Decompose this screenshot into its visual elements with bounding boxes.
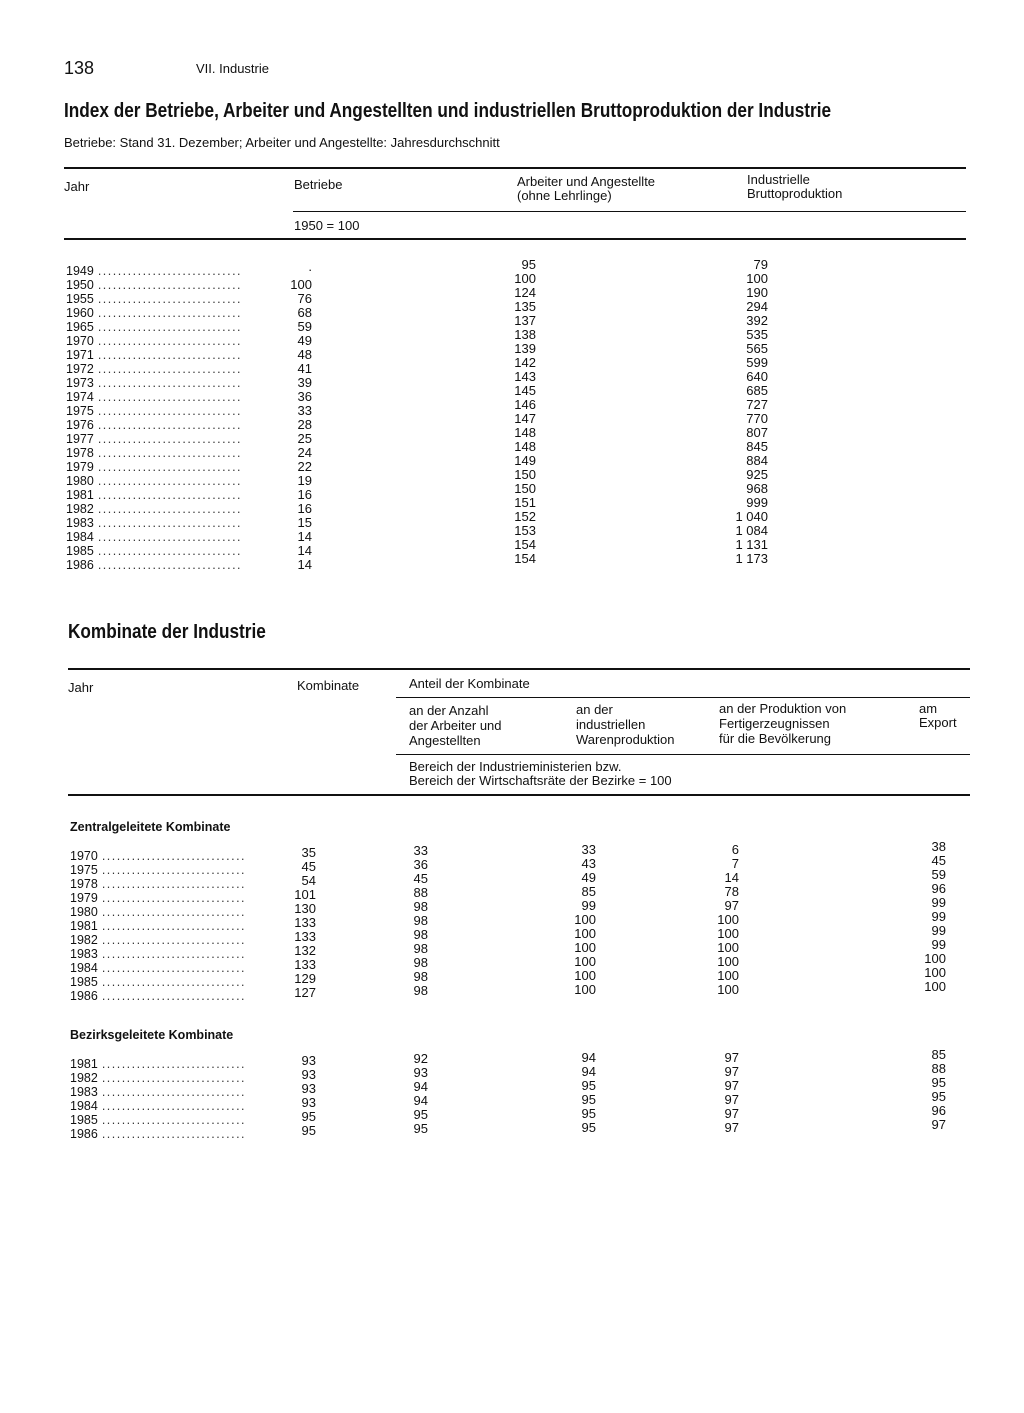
leader-dots: .............................	[97, 390, 243, 404]
waren-value: 95	[581, 1120, 596, 1135]
leader-dots: .............................	[101, 877, 247, 891]
waren-value: 95	[581, 1078, 596, 1093]
produktion-value: 925	[746, 467, 768, 482]
arbeiter-value: 151	[514, 495, 536, 510]
year-value: 1965	[66, 320, 94, 334]
year-value: 1978	[70, 877, 98, 891]
leader-dots: .............................	[101, 1113, 247, 1127]
year-value: 1983	[66, 516, 94, 530]
fertig-value: 97	[724, 898, 739, 913]
year-value: 1984	[66, 530, 94, 544]
fertig-value: 7	[731, 856, 739, 871]
leader-dots: .............................	[97, 264, 243, 278]
export-value: 100	[924, 951, 946, 966]
leader-dots: .............................	[97, 530, 243, 544]
arbeiter-value: 150	[514, 481, 536, 496]
arbeiter-value: 148	[514, 439, 536, 454]
arbeiter-value: 153	[514, 523, 536, 538]
produktion-value: 685	[746, 383, 768, 398]
table2-anteil-rule	[396, 697, 970, 698]
year-value: 1982	[66, 502, 94, 516]
table2-header-year: Jahr	[68, 680, 94, 695]
kombinate-value: 54	[301, 873, 316, 888]
leader-dots: .............................	[97, 446, 243, 460]
leader-dots: .............................	[97, 362, 243, 376]
arbeiter-value: 100	[514, 271, 536, 286]
year-value: 1978	[66, 446, 94, 460]
group-label: Zentralgeleitete Kombinate	[70, 820, 231, 834]
table2-header-anteil: Anteil der Kombinate	[409, 676, 530, 691]
arbeiter-value: 135	[514, 299, 536, 314]
export-value: 38	[931, 839, 946, 854]
leader-dots: .............................	[97, 376, 243, 390]
fertig-value: 97	[724, 1120, 739, 1135]
table1-header-arbeiter-2: (ohne Lehrlinge)	[517, 188, 612, 203]
arbeiter-value: 138	[514, 327, 536, 342]
fertig-value: 100	[717, 954, 739, 969]
leader-dots: .............................	[101, 933, 247, 947]
arbeiter-value: 148	[514, 425, 536, 440]
year-value: 1975	[66, 404, 94, 418]
leader-dots: .............................	[97, 474, 243, 488]
export-value: 95	[931, 1075, 946, 1090]
table2-header-fertig-3: für die Bevölkerung	[719, 731, 832, 746]
betriebe-value: 33	[297, 403, 312, 418]
waren-value: 33	[581, 842, 596, 857]
anzahl-value: 45	[413, 871, 428, 886]
fertig-value: 97	[724, 1106, 739, 1121]
export-value: 59	[931, 867, 946, 882]
leader-dots: .............................	[101, 863, 247, 877]
leader-dots: .............................	[97, 460, 243, 474]
betriebe-value: 14	[297, 557, 312, 572]
table2-header-fertig-2: Fertigerzeugnissen	[719, 716, 830, 731]
anzahl-value: 98	[413, 969, 428, 984]
kombinate-value: 129	[294, 971, 316, 986]
year-value: 1976	[66, 418, 94, 432]
export-value: 96	[931, 881, 946, 896]
fertig-value: 78	[724, 884, 739, 899]
leader-dots: .............................	[101, 961, 247, 975]
leader-dots: .............................	[97, 558, 243, 572]
arbeiter-value: 150	[514, 467, 536, 482]
table2-header-waren-3: Warenproduktion	[576, 732, 675, 747]
table2-header-bottom-rule	[68, 794, 970, 796]
produktion-value: 190	[746, 285, 768, 300]
kombinate-value: 101	[294, 887, 316, 902]
betriebe-value: 68	[297, 305, 312, 320]
year-value: 1985	[70, 975, 98, 989]
produktion-value: 807	[746, 425, 768, 440]
table2-base-rule	[396, 754, 970, 755]
table2-header-kombinate: Kombinate	[297, 678, 360, 693]
table2-header-fertig-1: an der Produktion von	[719, 701, 847, 716]
produktion-value: 565	[746, 341, 768, 356]
table2-header-base-1: Bereich der Industrieministerien bzw.	[409, 759, 622, 774]
leader-dots: .............................	[101, 975, 247, 989]
produktion-value: 392	[746, 313, 768, 328]
arbeiter-value: 139	[514, 341, 536, 356]
arbeiter-value: 147	[514, 411, 536, 426]
arbeiter-value: 149	[514, 453, 536, 468]
kombinate-value: 133	[294, 929, 316, 944]
anzahl-value: 94	[413, 1079, 428, 1094]
kombinate-value: 130	[294, 901, 316, 916]
table2-top-rule	[68, 668, 970, 670]
year-value: 1985	[70, 1113, 98, 1127]
table1-header-produktion-2: Bruttoproduktion	[747, 186, 843, 201]
year-value: 1949	[66, 264, 94, 278]
anzahl-value: 93	[413, 1065, 428, 1080]
arbeiter-value: 124	[514, 285, 536, 300]
produktion-value: 1 084	[735, 523, 768, 538]
produktion-value: 845	[746, 439, 768, 454]
waren-value: 49	[581, 870, 596, 885]
arbeiter-value: 143	[514, 369, 536, 384]
waren-value: 43	[581, 856, 596, 871]
waren-value: 100	[574, 912, 596, 927]
year-value: 1981	[70, 919, 98, 933]
year-value: 1983	[70, 947, 98, 961]
table1-top-rule	[64, 167, 966, 169]
produktion-value: 1 040	[735, 509, 768, 524]
export-value: 99	[931, 909, 946, 924]
year-value: 1979	[66, 460, 94, 474]
leader-dots: .............................	[97, 544, 243, 558]
year-value: 1986	[70, 1127, 98, 1141]
betriebe-value: 14	[297, 543, 312, 558]
kombinate-value: 93	[301, 1081, 316, 1096]
anzahl-value: 94	[413, 1093, 428, 1108]
kombinate-value: 93	[301, 1053, 316, 1068]
kombinate-value: 132	[294, 943, 316, 958]
year-value: 1960	[66, 306, 94, 320]
betriebe-value: 28	[297, 417, 312, 432]
table2-title: Kombinate der Industrie	[68, 621, 266, 643]
produktion-value: 294	[746, 299, 768, 314]
fertig-value: 97	[724, 1092, 739, 1107]
produktion-value: 599	[746, 355, 768, 370]
leader-dots: .............................	[97, 404, 243, 418]
leader-dots: .............................	[97, 418, 243, 432]
arbeiter-value: 137	[514, 313, 536, 328]
year-value: 1982	[70, 1071, 98, 1085]
waren-value: 100	[574, 940, 596, 955]
export-value: 99	[931, 923, 946, 938]
year-value: 1983	[70, 1085, 98, 1099]
fertig-value: 6	[731, 842, 739, 857]
kombinate-value: 93	[301, 1067, 316, 1082]
group-label: Bezirksgeleitete Kombinate	[70, 1028, 234, 1042]
export-value: 88	[931, 1061, 946, 1076]
year-value: 1973	[66, 376, 94, 390]
betriebe-value: 39	[297, 375, 312, 390]
year-value: 1971	[66, 348, 94, 362]
leader-dots: .............................	[97, 278, 243, 292]
betriebe-value: 48	[297, 347, 312, 362]
produktion-value: 1 173	[735, 551, 768, 566]
leader-dots: .............................	[101, 1127, 247, 1141]
betriebe-value: 16	[297, 501, 312, 516]
leader-dots: .............................	[101, 919, 247, 933]
produktion-value: 100	[746, 271, 768, 286]
arbeiter-value: 95	[521, 257, 536, 272]
year-value: 1970	[70, 849, 98, 863]
year-value: 1970	[66, 334, 94, 348]
produktion-value: 79	[753, 257, 768, 272]
waren-value: 94	[581, 1050, 596, 1065]
export-value: 100	[924, 979, 946, 994]
leader-dots: .............................	[101, 989, 247, 1003]
betriebe-value: 49	[297, 333, 312, 348]
kombinate-value: 95	[301, 1109, 316, 1124]
table2-header-anzahl-1: an der Anzahl	[409, 703, 489, 718]
kombinate-value: 35	[301, 845, 316, 860]
waren-value: 99	[581, 898, 596, 913]
page-number: 138	[64, 58, 95, 78]
produktion-value: 727	[746, 397, 768, 412]
export-value: 45	[931, 853, 946, 868]
waren-value: 85	[581, 884, 596, 899]
waren-value: 100	[574, 954, 596, 969]
produktion-value: 535	[746, 327, 768, 342]
betriebe-value: 36	[297, 389, 312, 404]
waren-value: 100	[574, 968, 596, 983]
betriebe-value: 22	[297, 459, 312, 474]
anzahl-value: 88	[413, 885, 428, 900]
table1-header-arbeiter-1: Arbeiter und Angestellte	[517, 174, 656, 189]
leader-dots: .............................	[97, 334, 243, 348]
section-title: VII. Industrie	[196, 61, 269, 76]
arbeiter-value: 145	[514, 383, 536, 398]
anzahl-value: 98	[413, 899, 428, 914]
leader-dots: .............................	[101, 947, 247, 961]
table1-header-produktion-1: Industrielle	[747, 172, 810, 187]
leader-dots: .............................	[97, 320, 243, 334]
table2-header-waren-1: an der	[576, 702, 613, 717]
year-value: 1977	[66, 432, 94, 446]
export-value: 99	[931, 895, 946, 910]
produktion-value: 770	[746, 411, 768, 426]
table2-header-anzahl-3: Angestellten	[409, 733, 481, 748]
export-value: 95	[931, 1089, 946, 1104]
betriebe-value: 100	[290, 277, 312, 292]
betriebe-value: 59	[297, 319, 312, 334]
fertig-value: 14	[724, 870, 739, 885]
betriebe-value: 14	[297, 529, 312, 544]
anzahl-value: 98	[413, 913, 428, 928]
anzahl-value: 98	[413, 955, 428, 970]
anzahl-value: 98	[413, 941, 428, 956]
year-value: 1979	[70, 891, 98, 905]
table1-header-betriebe: Betriebe	[294, 177, 343, 192]
year-value: 1984	[70, 961, 98, 975]
leader-dots: .............................	[97, 516, 243, 530]
export-value: 97	[931, 1117, 946, 1132]
produktion-value: 884	[746, 453, 768, 468]
year-value: 1981	[66, 488, 94, 502]
year-value: 1986	[66, 558, 94, 572]
table2-header-export-1: am	[919, 701, 938, 716]
year-value: 1981	[70, 1057, 98, 1071]
anzahl-value: 98	[413, 983, 428, 998]
year-value: 1980	[66, 474, 94, 488]
export-value: 99	[931, 937, 946, 952]
export-value: 85	[931, 1047, 946, 1062]
arbeiter-value: 146	[514, 397, 536, 412]
fertig-value: 97	[724, 1064, 739, 1079]
table2-header-export-2: Export	[919, 715, 957, 730]
betriebe-value: 41	[297, 361, 312, 376]
table2-header-anzahl-2: der Arbeiter und	[409, 718, 502, 733]
table1-base-rule	[293, 211, 966, 212]
leader-dots: .............................	[97, 488, 243, 502]
kombinate-value: 133	[294, 915, 316, 930]
table1-header-bottom-rule	[64, 238, 966, 240]
leader-dots: .............................	[97, 292, 243, 306]
arbeiter-value: 154	[514, 551, 536, 566]
year-value: 1950	[66, 278, 94, 292]
leader-dots: .............................	[101, 849, 247, 863]
fertig-value: 100	[717, 940, 739, 955]
betriebe-value: 16	[297, 487, 312, 502]
betriebe-value: 25	[297, 431, 312, 446]
produktion-value: 640	[746, 369, 768, 384]
anzahl-value: 33	[413, 843, 428, 858]
anzahl-value: 36	[413, 857, 428, 872]
betriebe-value: 19	[297, 473, 312, 488]
year-value: 1955	[66, 292, 94, 306]
leader-dots: .............................	[101, 1085, 247, 1099]
table2-header-base-2: Bereich der Wirtschaftsräte der Bezirke = 100	[409, 773, 672, 788]
year-value: 1972	[66, 362, 94, 376]
year-value: 1986	[70, 989, 98, 1003]
fertig-value: 100	[717, 926, 739, 941]
year-value: 1975	[70, 863, 98, 877]
waren-value: 94	[581, 1064, 596, 1079]
waren-value: 100	[574, 982, 596, 997]
produktion-value: 999	[746, 495, 768, 510]
betriebe-value: 76	[297, 291, 312, 306]
anzahl-value: 95	[413, 1121, 428, 1136]
kombinate-value: 93	[301, 1095, 316, 1110]
year-value: 1985	[66, 544, 94, 558]
fertig-value: 100	[717, 982, 739, 997]
waren-value: 95	[581, 1092, 596, 1107]
leader-dots: .............................	[101, 905, 247, 919]
waren-value: 100	[574, 926, 596, 941]
anzahl-value: 95	[413, 1107, 428, 1122]
leader-dots: .............................	[101, 1099, 247, 1113]
arbeiter-value: 154	[514, 537, 536, 552]
year-value: 1980	[70, 905, 98, 919]
kombinate-value: 95	[301, 1123, 316, 1138]
anzahl-value: 98	[413, 927, 428, 942]
betriebe-value: 15	[297, 515, 312, 530]
fertig-value: 97	[724, 1050, 739, 1065]
kombinate-value: 127	[294, 985, 316, 1000]
year-value: 1984	[70, 1099, 98, 1113]
leader-dots: .............................	[97, 502, 243, 516]
year-value: 1982	[70, 933, 98, 947]
betriebe-value: .	[308, 259, 312, 274]
produktion-value: 1 131	[735, 537, 768, 552]
leader-dots: .............................	[97, 306, 243, 320]
leader-dots: .............................	[97, 432, 243, 446]
leader-dots: .............................	[97, 348, 243, 362]
table1-header-year: Jahr	[64, 179, 90, 194]
year-value: 1974	[66, 390, 94, 404]
waren-value: 95	[581, 1106, 596, 1121]
table2-header-waren-2: industriellen	[576, 717, 646, 732]
kombinate-value: 133	[294, 957, 316, 972]
table1-title: Index der Betriebe, Arbeiter und Angestellten und industriellen Bruttoproduktion der Industrie	[64, 100, 832, 122]
betriebe-value: 24	[297, 445, 312, 460]
table1-subtitle: Betriebe: Stand 31. Dezember; Arbeiter und Angestellte: Jahresdurchschnitt	[64, 135, 500, 150]
leader-dots: .............................	[101, 1057, 247, 1071]
arbeiter-value: 142	[514, 355, 536, 370]
leader-dots: .............................	[101, 1071, 247, 1085]
fertig-value: 100	[717, 968, 739, 983]
kombinate-value: 45	[301, 859, 316, 874]
leader-dots: .............................	[101, 891, 247, 905]
table1-header-base: 1950 = 100	[294, 218, 360, 233]
fertig-value: 97	[724, 1078, 739, 1093]
export-value: 96	[931, 1103, 946, 1118]
export-value: 100	[924, 965, 946, 980]
arbeiter-value: 152	[514, 509, 536, 524]
fertig-value: 100	[717, 912, 739, 927]
produktion-value: 968	[746, 481, 768, 496]
anzahl-value: 92	[413, 1051, 428, 1066]
